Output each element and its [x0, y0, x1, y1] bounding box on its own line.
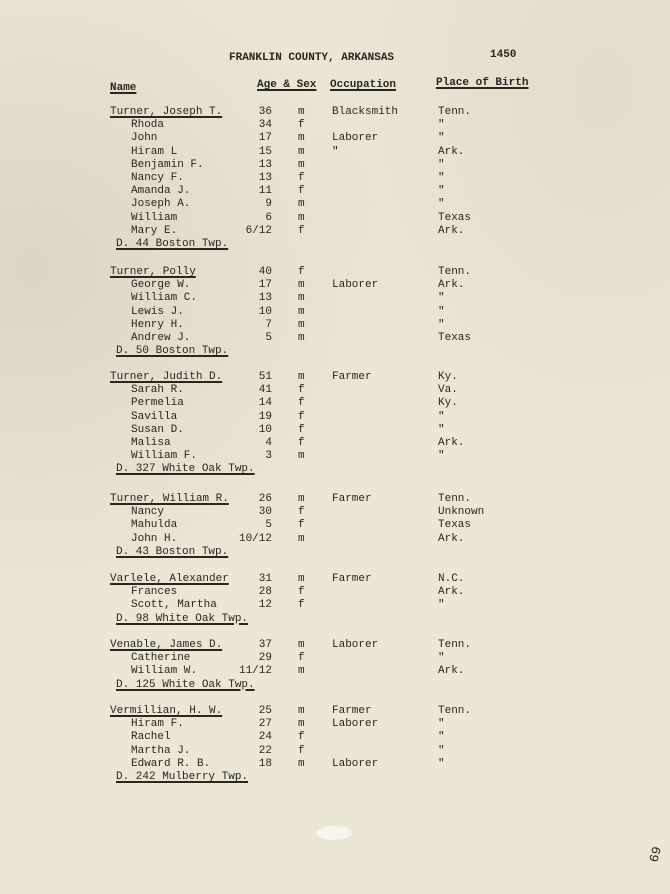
member-name: Sarah R. — [131, 384, 184, 397]
member-sex: f — [298, 266, 305, 278]
member-name: Susan D. — [131, 423, 184, 436]
member-sex: f — [298, 410, 305, 423]
member-sex: m — [298, 665, 305, 678]
member-sex: m — [298, 198, 305, 211]
member-name: Rachel — [131, 731, 171, 744]
member-name: Frances — [131, 586, 178, 599]
paper-smudge — [316, 826, 352, 840]
member-birthplace: " — [438, 757, 445, 770]
member-birthplace: " — [438, 744, 445, 757]
member-sex: m — [298, 332, 305, 344]
member-name: Martha J. — [131, 744, 191, 757]
member-name: Benjamin F. — [131, 158, 204, 171]
member-birthplace: Tenn. — [438, 639, 472, 651]
member-age: 28 — [258, 586, 272, 599]
member-name: Henry H. — [131, 318, 184, 331]
member-birthplace: " — [438, 718, 445, 731]
member-name: Andrew J. — [131, 332, 191, 344]
member-name: Catherine — [131, 652, 191, 665]
member-birthplace: " — [438, 185, 445, 198]
member-sex: m — [298, 532, 305, 545]
member-sex: f — [298, 519, 305, 532]
member-age: 10/12 — [238, 532, 272, 545]
member-sex: f — [298, 119, 305, 132]
member-birthplace: Tenn. — [438, 705, 472, 717]
member-age: 13 — [258, 172, 272, 184]
member-birthplace: " — [438, 158, 445, 171]
member-birthplace: " — [438, 423, 445, 436]
head-of-household-name: Venable, James D. — [110, 639, 223, 651]
member-age: 6 — [265, 211, 272, 224]
member-age: 5 — [265, 332, 272, 344]
member-sex: m — [298, 318, 305, 331]
member-occupation: Farmer — [332, 371, 372, 383]
member-occupation: " — [332, 145, 339, 158]
member-occupation: Laborer — [332, 132, 379, 145]
member-age: 12 — [258, 599, 272, 612]
member-name: Rhoda — [131, 119, 165, 132]
member-birthplace: Ark. — [438, 145, 465, 158]
dwelling-reference: D. 125 White Oak Twp. — [116, 678, 255, 691]
member-name: William C. — [131, 292, 198, 305]
member-sex: m — [298, 211, 305, 224]
member-birthplace: Texas — [438, 519, 472, 532]
member-name: William W. — [131, 665, 198, 678]
member-sex: f — [298, 744, 305, 757]
member-birthplace: Tenn. — [438, 106, 472, 118]
member-age: 11 — [258, 185, 272, 198]
member-age: 30 — [258, 506, 272, 519]
member-sex: m — [298, 639, 305, 651]
member-age: 7 — [265, 318, 272, 331]
member-birthplace: Tenn. — [438, 266, 472, 278]
member-sex: f — [298, 586, 305, 599]
member-name: Hiram L — [131, 145, 178, 158]
page-number: 1450 — [490, 49, 517, 61]
member-age: 37 — [258, 639, 272, 651]
member-name: Permelia — [131, 397, 184, 410]
member-name: Nancy F. — [131, 172, 184, 184]
member-age: 4 — [265, 437, 272, 449]
dwelling-reference: D. 327 White Oak Twp. — [116, 463, 255, 476]
member-name: Edward R. B. — [131, 757, 211, 770]
member-name: George W. — [131, 279, 191, 292]
member-birthplace: " — [438, 318, 445, 331]
member-age: 18 — [258, 757, 272, 770]
member-age: 15 — [258, 145, 272, 158]
member-sex: m — [298, 573, 305, 585]
member-birthplace: Ky. — [438, 371, 458, 383]
member-name: Scott, Martha — [131, 599, 217, 612]
member-name: Savilla — [131, 410, 178, 423]
member-age: 10 — [258, 305, 272, 318]
member-age: 29 — [258, 652, 272, 665]
member-birthplace: Ky. — [438, 397, 458, 410]
member-occupation: Laborer — [332, 279, 379, 292]
member-age: 34 — [258, 119, 272, 132]
member-age: 24 — [258, 731, 272, 744]
member-name: Mahulda — [131, 519, 178, 532]
member-name: Malisa — [131, 437, 171, 449]
member-name: Mary E. — [131, 224, 178, 237]
dwelling-reference: D. 43 Boston Twp. — [116, 545, 229, 558]
member-sex: f — [298, 185, 305, 198]
member-sex: f — [298, 397, 305, 410]
member-age: 51 — [258, 371, 272, 383]
member-age: 25 — [258, 705, 272, 717]
member-sex: m — [298, 705, 305, 717]
member-occupation: Farmer — [332, 705, 372, 717]
member-sex: m — [298, 305, 305, 318]
member-birthplace: " — [438, 731, 445, 744]
member-age: 26 — [258, 493, 272, 505]
member-age: 3 — [265, 450, 272, 463]
member-age: 36 — [258, 106, 272, 118]
head-of-household-name: Turner, William R. — [110, 493, 229, 505]
member-sex: m — [298, 493, 305, 505]
member-sex: m — [298, 145, 305, 158]
member-birthplace: " — [438, 305, 445, 318]
member-sex: f — [298, 224, 305, 237]
head-of-household-name: Turner, Judith D. — [110, 371, 223, 383]
member-sex: m — [298, 371, 305, 383]
member-sex: m — [298, 718, 305, 731]
member-age: 19 — [258, 410, 272, 423]
member-birthplace: " — [438, 292, 445, 305]
member-birthplace: Ark. — [438, 665, 465, 678]
member-age: 31 — [258, 573, 272, 585]
column-header-name: Name — [110, 82, 137, 94]
member-birthplace: Ark. — [438, 224, 465, 237]
member-sex: m — [298, 757, 305, 770]
member-name: Amanda J. — [131, 185, 191, 198]
member-occupation: Laborer — [332, 639, 379, 651]
member-sex: f — [298, 506, 305, 519]
member-occupation: Farmer — [332, 573, 372, 585]
member-age: 13 — [258, 158, 272, 171]
member-birthplace: Va. — [438, 384, 458, 397]
member-sex: f — [298, 437, 305, 449]
head-of-household-name: Turner, Joseph T. — [110, 106, 223, 118]
member-birthplace: Ark. — [438, 586, 465, 599]
member-name: Hiram F. — [131, 718, 184, 731]
member-sex: m — [298, 450, 305, 463]
column-header-age-sex: Age & Sex — [257, 79, 317, 91]
member-occupation: Blacksmith — [332, 106, 399, 118]
member-age: 40 — [258, 266, 272, 278]
member-birthplace: " — [438, 172, 445, 184]
member-age: 17 — [258, 279, 272, 292]
member-sex: m — [298, 292, 305, 305]
member-occupation: Laborer — [332, 718, 379, 731]
member-name: John — [131, 132, 158, 145]
member-sex: f — [298, 599, 305, 612]
page-title: FRANKLIN COUNTY, ARKANSAS — [229, 52, 395, 64]
member-age: 14 — [258, 397, 272, 410]
member-sex: f — [298, 652, 305, 665]
column-header-occupation: Occupation — [330, 79, 397, 91]
member-birthplace: Tenn. — [438, 493, 472, 505]
dwelling-reference: D. 44 Boston Twp. — [116, 238, 229, 250]
member-age: 11/12 — [238, 665, 272, 678]
member-sex: f — [298, 423, 305, 436]
member-name: Lewis J. — [131, 305, 184, 318]
member-birthplace: " — [438, 198, 445, 211]
member-sex: f — [298, 731, 305, 744]
column-header-birthplace: Place of Birth — [436, 77, 529, 89]
head-of-household-name: Varlele, Alexander — [110, 573, 229, 585]
member-name: William F. — [131, 450, 198, 463]
member-sex: m — [298, 106, 305, 118]
member-age: 6/12 — [245, 224, 272, 237]
member-age: 27 — [258, 718, 272, 731]
member-birthplace: " — [438, 410, 445, 423]
dwelling-reference: D. 242 Mulberry Twp. — [116, 771, 249, 783]
member-sex: f — [298, 384, 305, 397]
member-birthplace: Ark. — [438, 279, 465, 292]
member-age: 41 — [258, 384, 272, 397]
head-of-household-name: Turner, Polly — [110, 266, 196, 278]
member-age: 13 — [258, 292, 272, 305]
member-birthplace: Texas — [438, 211, 472, 224]
dwelling-reference: D. 98 White Oak Twp. — [116, 612, 249, 625]
member-birthplace: " — [438, 119, 445, 132]
member-birthplace: " — [438, 132, 445, 145]
member-sex: m — [298, 279, 305, 292]
head-of-household-name: Vermillian, H. W. — [110, 705, 223, 717]
member-birthplace: Ark. — [438, 437, 465, 449]
member-age: 9 — [265, 198, 272, 211]
member-birthplace: Texas — [438, 332, 472, 344]
member-name: John H. — [131, 532, 178, 545]
member-birthplace: N.C. — [438, 573, 465, 585]
member-birthplace: Unknown — [438, 506, 485, 519]
member-sex: m — [298, 158, 305, 171]
member-name: William — [131, 211, 178, 224]
dwelling-reference: D. 50 Boston Twp. — [116, 345, 229, 358]
member-sex: m — [298, 132, 305, 145]
member-sex: f — [298, 172, 305, 184]
member-occupation: Laborer — [332, 757, 379, 770]
member-age: 17 — [258, 132, 272, 145]
member-name: Nancy — [131, 506, 165, 519]
member-age: 10 — [258, 423, 272, 436]
member-birthplace: " — [438, 450, 445, 463]
member-age: 5 — [265, 519, 272, 532]
member-name: Joseph A. — [131, 198, 191, 211]
member-birthplace: " — [438, 599, 445, 612]
member-age: 22 — [258, 744, 272, 757]
corner-mark: 69 — [646, 845, 666, 864]
member-birthplace: " — [438, 652, 445, 665]
member-occupation: Farmer — [332, 493, 372, 505]
member-birthplace: Ark. — [438, 532, 465, 545]
